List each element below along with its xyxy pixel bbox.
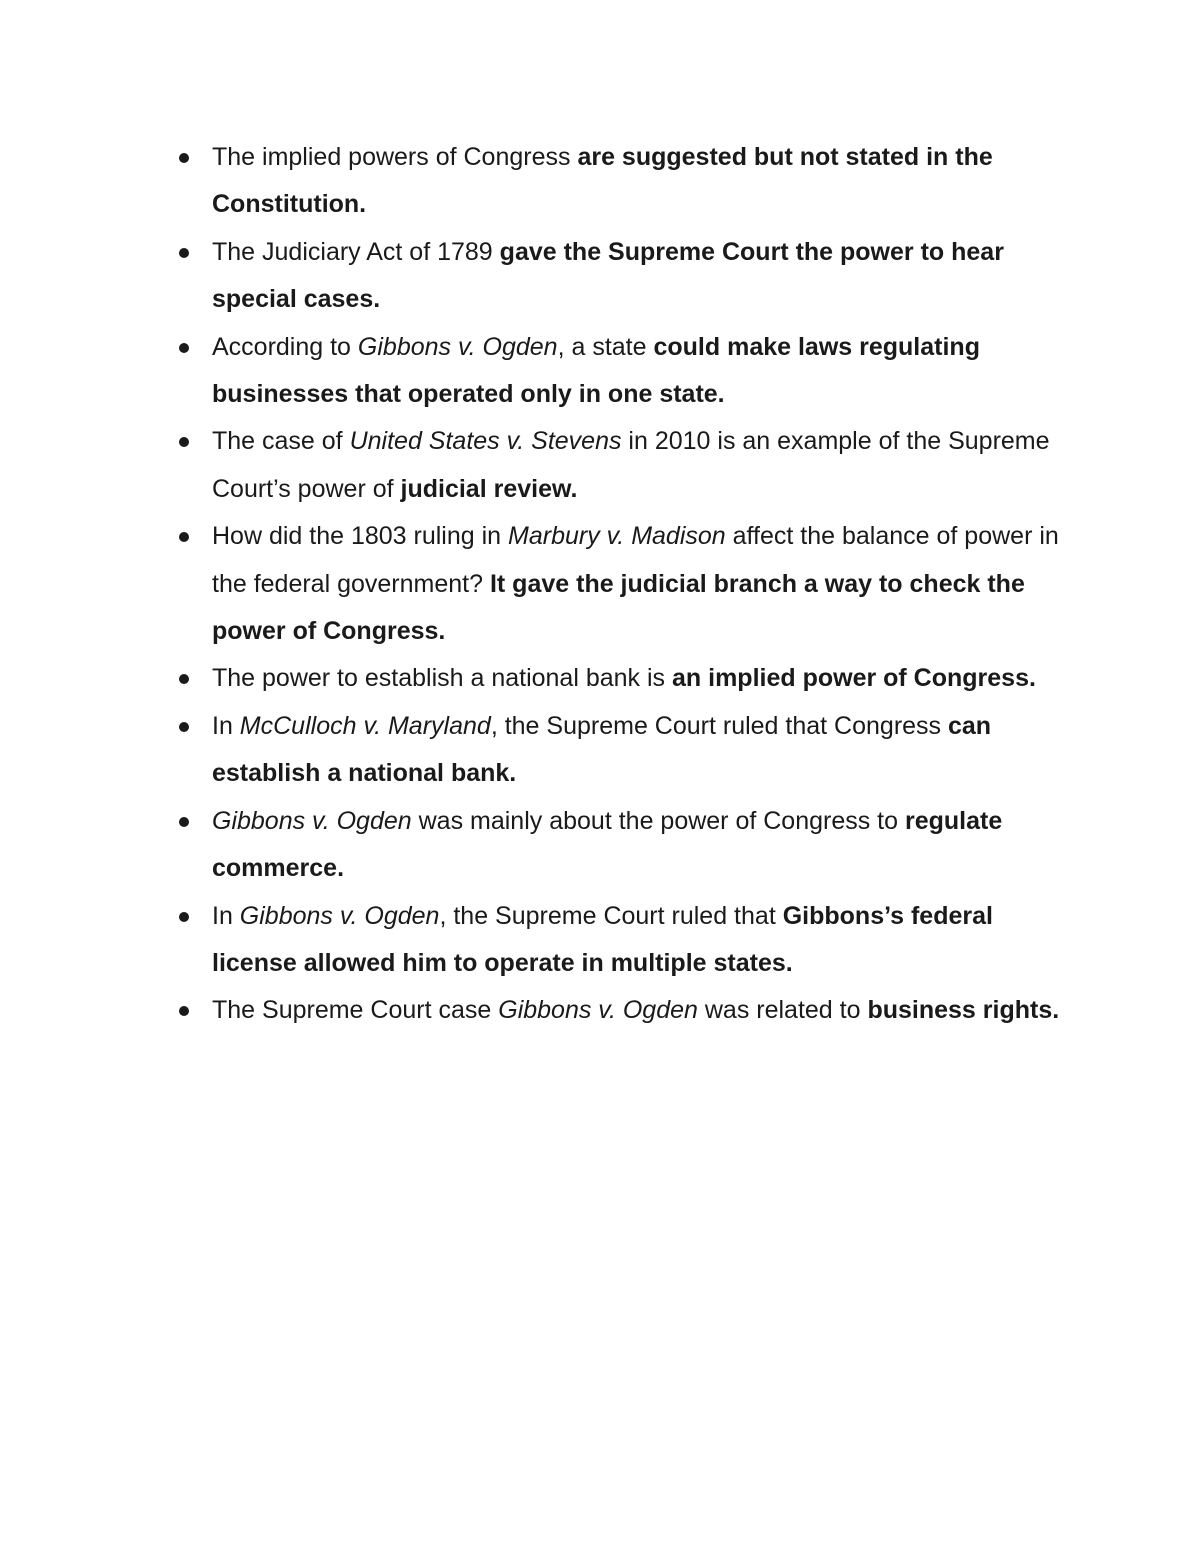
list-item — [178, 703, 1078, 798]
bullet-icon — [179, 437, 189, 447]
bullet-icon — [179, 674, 189, 684]
item-text: How did the 1803 ruling in — [212, 522, 509, 551]
list-item — [178, 655, 1078, 702]
list-item — [178, 134, 1078, 229]
case-name-text: McCulloch v. Maryland — [239, 711, 491, 740]
bold-answer-text: judicial review. — [400, 474, 578, 503]
item-text: In — [212, 901, 240, 930]
case-name-text: United States v. Stevens — [349, 427, 622, 456]
case-name-text: Marbury v. Madison — [508, 522, 726, 551]
case-name-text: Gibbons v. Ogden — [212, 806, 412, 835]
item-text: The power to establish a national bank is — [212, 664, 672, 693]
bold-answer-text: It gave the judicial branch a way to check the power of Congress. — [212, 569, 1025, 646]
bullet-icon — [179, 722, 189, 732]
bullet-icon — [179, 1006, 189, 1016]
list-item — [178, 324, 1078, 419]
bold-answer-text: Gibbons’s federal license allowed him to operate in multiple states. — [212, 901, 993, 977]
item-text: was mainly about the power of Congress to — [411, 806, 905, 835]
item-text: In — [212, 711, 240, 740]
item-text: , the Supreme Court ruled that — [439, 901, 783, 930]
notes-list — [178, 134, 1078, 1035]
bold-answer-text: could make laws regulating businesses that operated only in one state. — [212, 332, 980, 409]
bullet-icon — [179, 532, 189, 542]
bold-answer-text: gave the Supreme Court the power to hear special cases. — [212, 237, 1004, 314]
bullet-icon — [179, 912, 189, 922]
list-item — [178, 513, 1078, 655]
item-text: affect the balance of power in the federal government? — [212, 522, 1059, 598]
bullet-icon — [179, 153, 189, 163]
bold-answer-text: can establish a national bank. — [212, 711, 992, 788]
list-item — [178, 229, 1078, 324]
item-text: The Supreme Court case — [212, 996, 499, 1025]
item-text: The case of — [212, 427, 350, 456]
list-item — [178, 893, 1078, 988]
item-text: , a state — [557, 332, 654, 361]
item-text: The implied powers of Congress — [212, 143, 578, 171]
item-text: According to — [212, 332, 358, 361]
item-text: , the Supreme Court ruled that Congress — [490, 711, 948, 740]
case-name-text: Gibbons v. Ogden — [357, 332, 558, 361]
bullet-icon — [179, 343, 189, 353]
bold-answer-text: regulate commerce. — [212, 806, 1003, 883]
bullet-icon — [179, 817, 189, 827]
bold-answer-text: business rights. — [867, 996, 1060, 1025]
list-item — [178, 798, 1078, 893]
bullet-icon — [179, 248, 189, 258]
bold-answer-text: an implied power of Congress. — [672, 664, 1036, 693]
list-item — [178, 987, 1078, 1034]
case-name-text: Gibbons v. Ogden — [498, 996, 698, 1025]
bold-answer-text: are suggested but not stated in the Constitution. — [212, 143, 993, 219]
item-text: The Judiciary Act of 1789 — [212, 237, 500, 266]
item-text: was related to — [697, 996, 868, 1025]
case-name-text: Gibbons v. Ogden — [239, 901, 440, 930]
list-item — [178, 418, 1078, 513]
item-text: in 2010 is an example of the Supreme Court’s power of — [212, 427, 1050, 503]
